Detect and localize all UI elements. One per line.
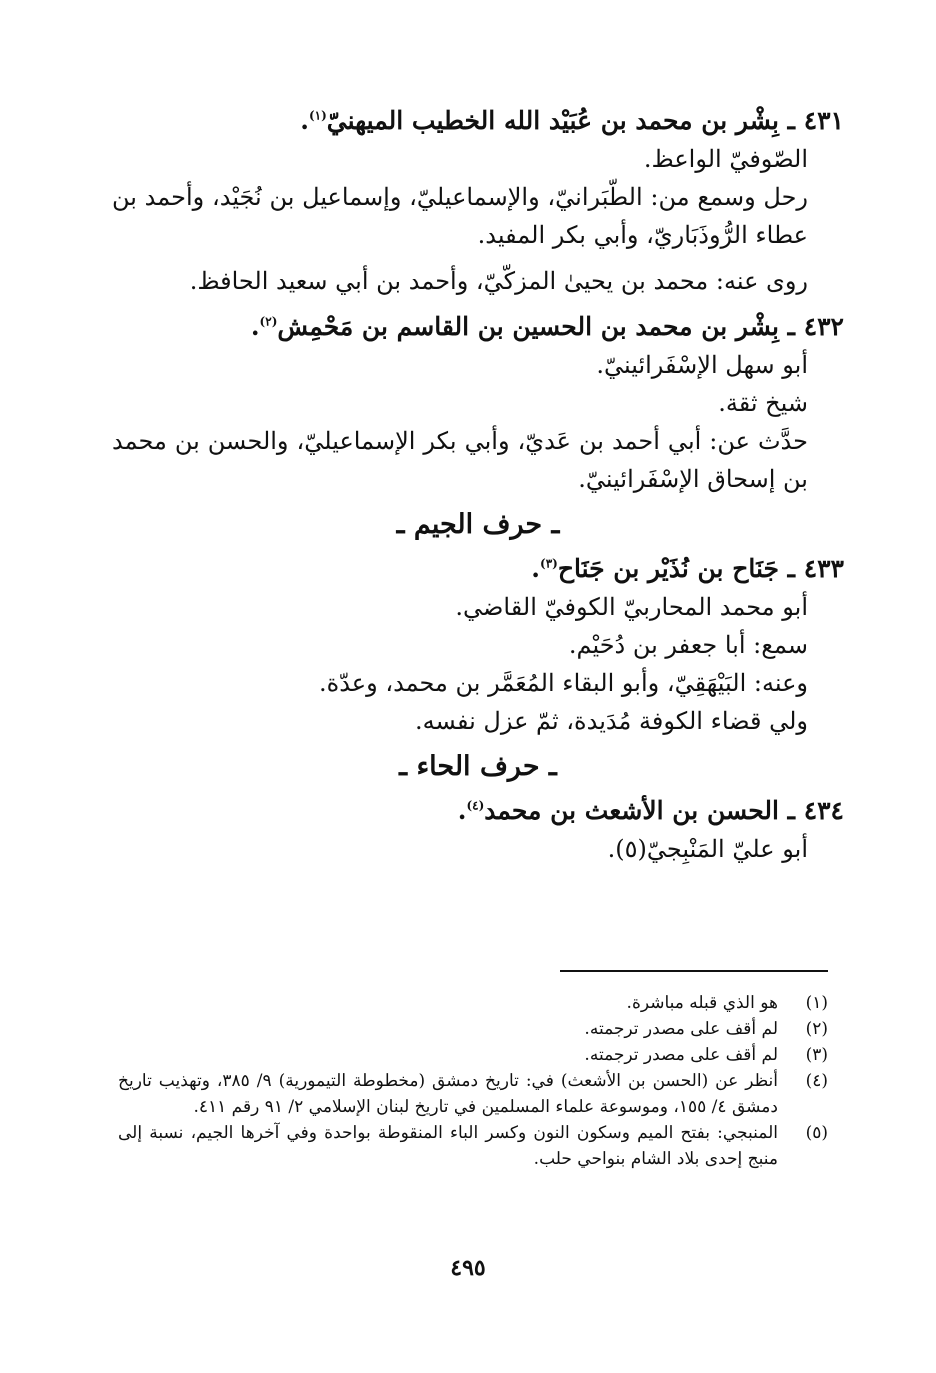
entry-line: روى عنه: محمد بن يحيىٰ المزكّيّ، وأحمد بن أبي سعيد الحافظ. (189, 267, 808, 295)
main-text (112, 102, 844, 868)
entry-line: حدَّث عن: أبي أحمد بن عَديّ، وأبي بكر الإسماعيليّ، والحسن بن محمد بن إسحاق الإسْفَرائينيّ. (112, 427, 808, 493)
footnotes (118, 990, 828, 1172)
entry-line: أبو عليّ المَنْبِجيّ(٥). (607, 835, 808, 863)
footnote (118, 1120, 828, 1172)
entry-line: سمع: أبا جعفر بن دُحَيْم. (568, 631, 808, 659)
entry-title: ٤٣٣ ـ جَنَاح بن نُذَيْر بن جَنَاح$^{(٣)}$. (531, 554, 844, 583)
footnote (118, 1016, 828, 1042)
page-number: ٤٩٥ (450, 1255, 486, 1281)
footnote-ref: (٣) (540, 556, 558, 571)
footnote-separator (560, 970, 828, 972)
footnote (118, 1042, 828, 1068)
footnote-number: (٥) (805, 1123, 828, 1143)
footnote-number: (٢) (805, 1019, 828, 1039)
footnote-ref: (٢) (259, 314, 278, 329)
entry-title: ٤٣٤ ـ الحسن بن الأشعث بن محمد$^{(٤)}$. (457, 796, 844, 825)
footnote-number: (٣) (805, 1045, 828, 1065)
entry-line: الصّوفيّ الواعظ. (643, 145, 808, 173)
section-heading: ـ حرف الجيم ـ (396, 509, 560, 540)
footnote-ref: (١) (308, 108, 327, 123)
entry-line: وعنه: البَيْهَقِيّ، وأبو البقاء المُعَمَّر بن محمد، وعدّة. (319, 669, 808, 697)
entry-line: ولي قضاء الكوفة مُدَيدة، ثمّ عزل نفسه. (415, 707, 808, 735)
entry-title: ٤٣٢ ـ بِشْر بن محمد بن الحسين بن القاسم بن مَحْمِش$^{(٢)}$. (250, 312, 844, 341)
footnote-text: أنظر عن (الحسن بن الأشعث) في: تاريخ دمشق (مخطوطة التيمورية) ٩/ ٣٨٥، وتهذيب تاريخ دمشق ٤/ ١٥٥، وموسوعة علماء المسلمين في تاريخ لبنان الإسلامي ٢/ ٩١ رقم ٤١١. (118, 1071, 779, 1117)
section-heading: ـ حرف الحاء ـ (399, 751, 557, 782)
footnote-text: لم أقف على مصدر ترجمته. (584, 1019, 778, 1039)
entry-line: أبو سهل الإسْفَرائينيّ. (596, 351, 808, 379)
footnote (118, 990, 828, 1016)
entry-line: رحل وسمع من: الطّبَرانيّ، والإسماعيليّ، وإسماعيل بن نُجَيْد، وأحمد بن عطاء الرُّوذَبَاريّ، وأبي بكر المفيد. (112, 183, 808, 249)
footnote-number: (١) (805, 993, 828, 1013)
footnote (118, 1068, 828, 1120)
entry-title: ٤٣١ ـ بِشْر بن محمد بن عُبَيْد الله الخطيب الميهنيّ$^{(١)}$. (300, 106, 844, 135)
footnote-ref: (٤) (466, 798, 485, 813)
footnote-text: هو الذي قبله مباشرة. (626, 993, 778, 1013)
footnote-text: المنبجي: بفتح الميم وسكون النون وكسر الباء المنقوطة بواحدة وفي آخرها الجيم، نسبة إلى منبج إحدى بلاد الشام بنواحي حلب. (118, 1123, 778, 1169)
footnote-text: لم أقف على مصدر ترجمته. (584, 1045, 778, 1065)
footnote-number: (٤) (805, 1071, 828, 1091)
entry-line: أبو محمد المحاربيّ الكوفيّ القاضي. (455, 593, 808, 621)
entry-line: شيخ ثقة. (718, 389, 808, 417)
